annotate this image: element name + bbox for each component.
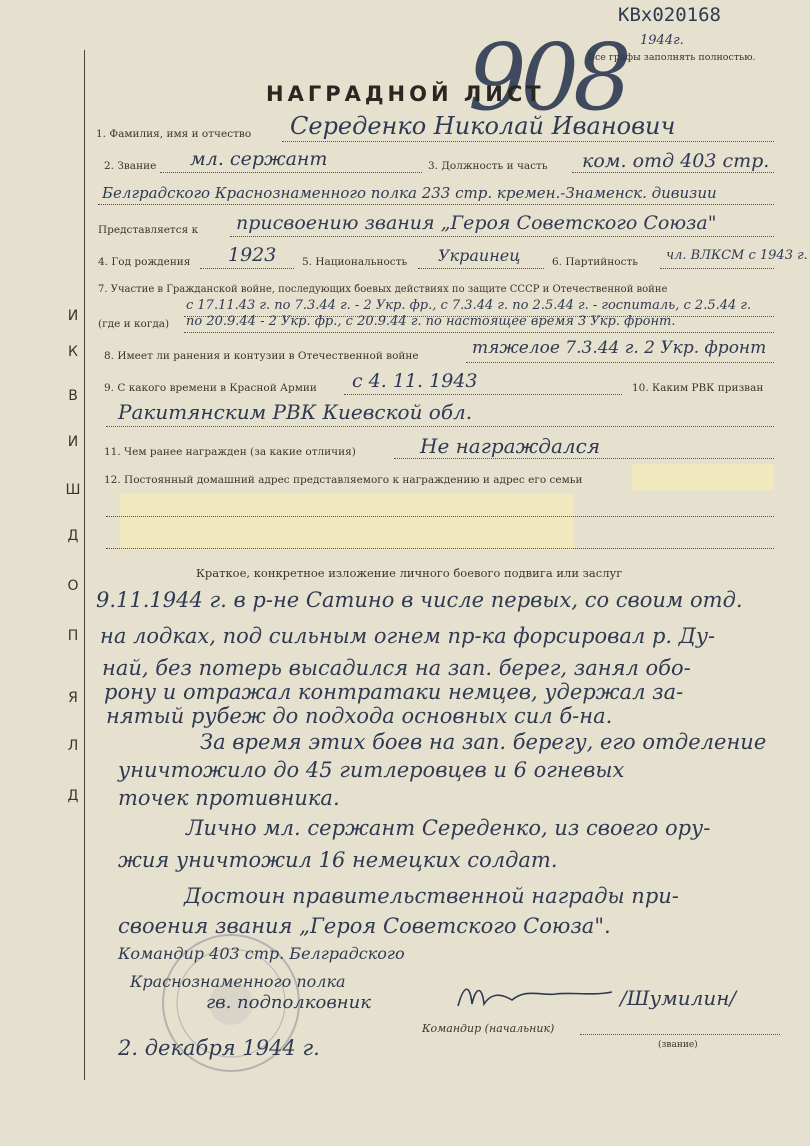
commander-label: Командир (начальник) <box>422 1022 555 1035</box>
field-7-label-where: (где и когда) <box>98 318 170 330</box>
narrative-line: 9.11.1944 г. в р-не Сатино в числе первых, со своим отд. <box>96 588 743 612</box>
side-letter: Л <box>67 738 79 754</box>
field-7-value-a: с 17.11.43 г. по 7.3.44 г. - 2 Укр. фр., с 7.3.44 г. по 2.5.44 г. - госпиталь, с 2.5.44 г. <box>186 298 752 313</box>
field-6-value: чл. ВЛКСМ с 1943 г. <box>666 248 808 263</box>
represented-line <box>230 236 774 237</box>
field-11-label: 11. Чем ранее награжден (за какие отличия) <box>104 446 356 458</box>
field-4-label: 4. Год рождения <box>98 256 191 268</box>
redacted-area <box>632 464 774 490</box>
field-6-line <box>660 268 774 269</box>
narrative-line: За время этих боев на зап. берегу, его отделение <box>200 730 767 754</box>
field-9-label: 9. С какого времени в Красной Армии <box>104 382 317 394</box>
redacted-address <box>120 494 574 550</box>
rank-label: (звание) <box>658 1040 698 1050</box>
fill-all-fields-note: Все графы заполнять полностью. <box>588 52 756 63</box>
signature-name: /Шумилин/ <box>620 986 737 1010</box>
side-letter: О <box>67 578 79 594</box>
field-4-line <box>200 268 294 269</box>
commander-line-2: Краснознаменного полка <box>130 972 346 991</box>
field-2-label: 2. Звание <box>104 160 157 172</box>
field-12-line-b <box>106 548 774 549</box>
field-3-continuation: Белградского Краснознаменного полка 233 стр. кремен.-Знаменск. дивизии <box>102 184 717 202</box>
field-3-value: ком. отд 403 стр. <box>582 150 770 172</box>
field-7-line-b <box>184 332 774 333</box>
field-1-line <box>282 141 774 142</box>
field-11-line <box>394 458 774 459</box>
narrative-line: нятый рубеж до подхода основных сил б-на. <box>106 704 613 728</box>
left-margin-line <box>84 50 85 1080</box>
field-7-label: 7. Участие в Гражданской войне, последующих боевых действиях по защите СССР и Отечественной войне <box>98 284 668 295</box>
field-3-cont-line <box>98 204 774 205</box>
side-letter: И <box>67 434 79 450</box>
field-11-value: Не награждался <box>420 434 601 458</box>
narrative-line: своения звания „Героя Советского Союза". <box>118 914 611 938</box>
field-10-value: Ракитянским РВК Киевской обл. <box>118 400 473 424</box>
field-6-label: 6. Партийность <box>552 256 639 268</box>
sheet-date: 2. декабря 1944 г. <box>118 1036 320 1060</box>
commander-line <box>580 1034 780 1035</box>
field-4-value: 1923 <box>228 244 277 266</box>
field-5-value: Украинец <box>438 246 521 265</box>
narrative-line: на лодках, под сильным огнем пр-ка форсировал р. Ду- <box>100 624 716 648</box>
side-letter: К <box>68 344 78 360</box>
narrative-line: Лично мл. сержант Середенко, из своего ору- <box>186 816 711 840</box>
narrative-line: Достоин правительственной награды при- <box>184 884 679 908</box>
field-8-value: тяжелое 7.3.44 г. 2 Укр. фронт <box>472 338 767 358</box>
field-8-label: 8. Имеет ли ранения и контузии в Отечественной войне <box>104 350 419 362</box>
narrative-line: жия уничтожил 16 немецких солдат. <box>118 848 558 872</box>
field-12-label: 12. Постоянный домашний адрес представляемого к награждению и адрес его семьи <box>104 474 583 486</box>
field-3-label: 3. Должность и часть <box>428 160 548 172</box>
field-7-value-b: по 20.9.44 - 2 Укр. фр., с 20.9.44 г. по настоящее время 3 Укр. фронт. <box>186 314 676 329</box>
narrative-line: точек противника. <box>118 786 340 810</box>
field-9-line <box>344 394 622 395</box>
archive-stamp-number: КВх020168 <box>618 4 721 26</box>
narrative-line: уничтожило до 45 гитлеровцев и 6 огневых <box>118 758 625 782</box>
field-3-line <box>572 172 774 173</box>
commander-line-1: Командир 403 стр. Белградского <box>118 944 405 963</box>
represented-label: Представляется к <box>98 224 199 236</box>
section-title-feat: Краткое, конкретное изложение личного боевого подвига или заслуг <box>196 566 623 580</box>
field-2-value: мл. сержант <box>190 148 328 170</box>
field-2-line <box>160 172 422 173</box>
field-9-value: с 4. 11. 1943 <box>352 370 478 392</box>
side-letter: И <box>67 308 79 324</box>
side-letter: В <box>68 388 78 404</box>
field-5-label: 5. Национальность <box>302 256 408 268</box>
narrative-line: най, без потерь высадился на зап. берег, занял обо- <box>102 656 691 680</box>
narrative-line: рону и отражал контратаки немцев, удержал за- <box>104 680 684 704</box>
field-1-value: Середенко Николай Иванович <box>290 112 676 140</box>
commander-rank: гв. подполковник <box>206 992 372 1013</box>
field-10-line <box>106 426 774 427</box>
side-letter: Я <box>68 690 78 706</box>
field-10-label: 10. Каким РВК призван <box>632 382 764 394</box>
large-handwritten-number: 908 <box>468 24 626 131</box>
field-5-line <box>418 268 544 269</box>
side-letter: Д <box>67 528 79 544</box>
document-title: НАГРАДНОЙ ЛИСТ <box>266 82 545 106</box>
field-8-line <box>466 362 774 363</box>
corner-year-note: 1944г. <box>640 33 684 48</box>
side-letter: Ш <box>65 482 81 498</box>
field-12-line-a <box>106 516 774 517</box>
field-1-label: 1. Фамилия, имя и отчество <box>96 128 252 140</box>
side-letter: П <box>67 628 79 644</box>
side-letter: Д <box>67 788 79 804</box>
handwritten-signature <box>452 976 622 1018</box>
represented-value: присвоению звания „Героя Советского Союза" <box>236 212 717 234</box>
